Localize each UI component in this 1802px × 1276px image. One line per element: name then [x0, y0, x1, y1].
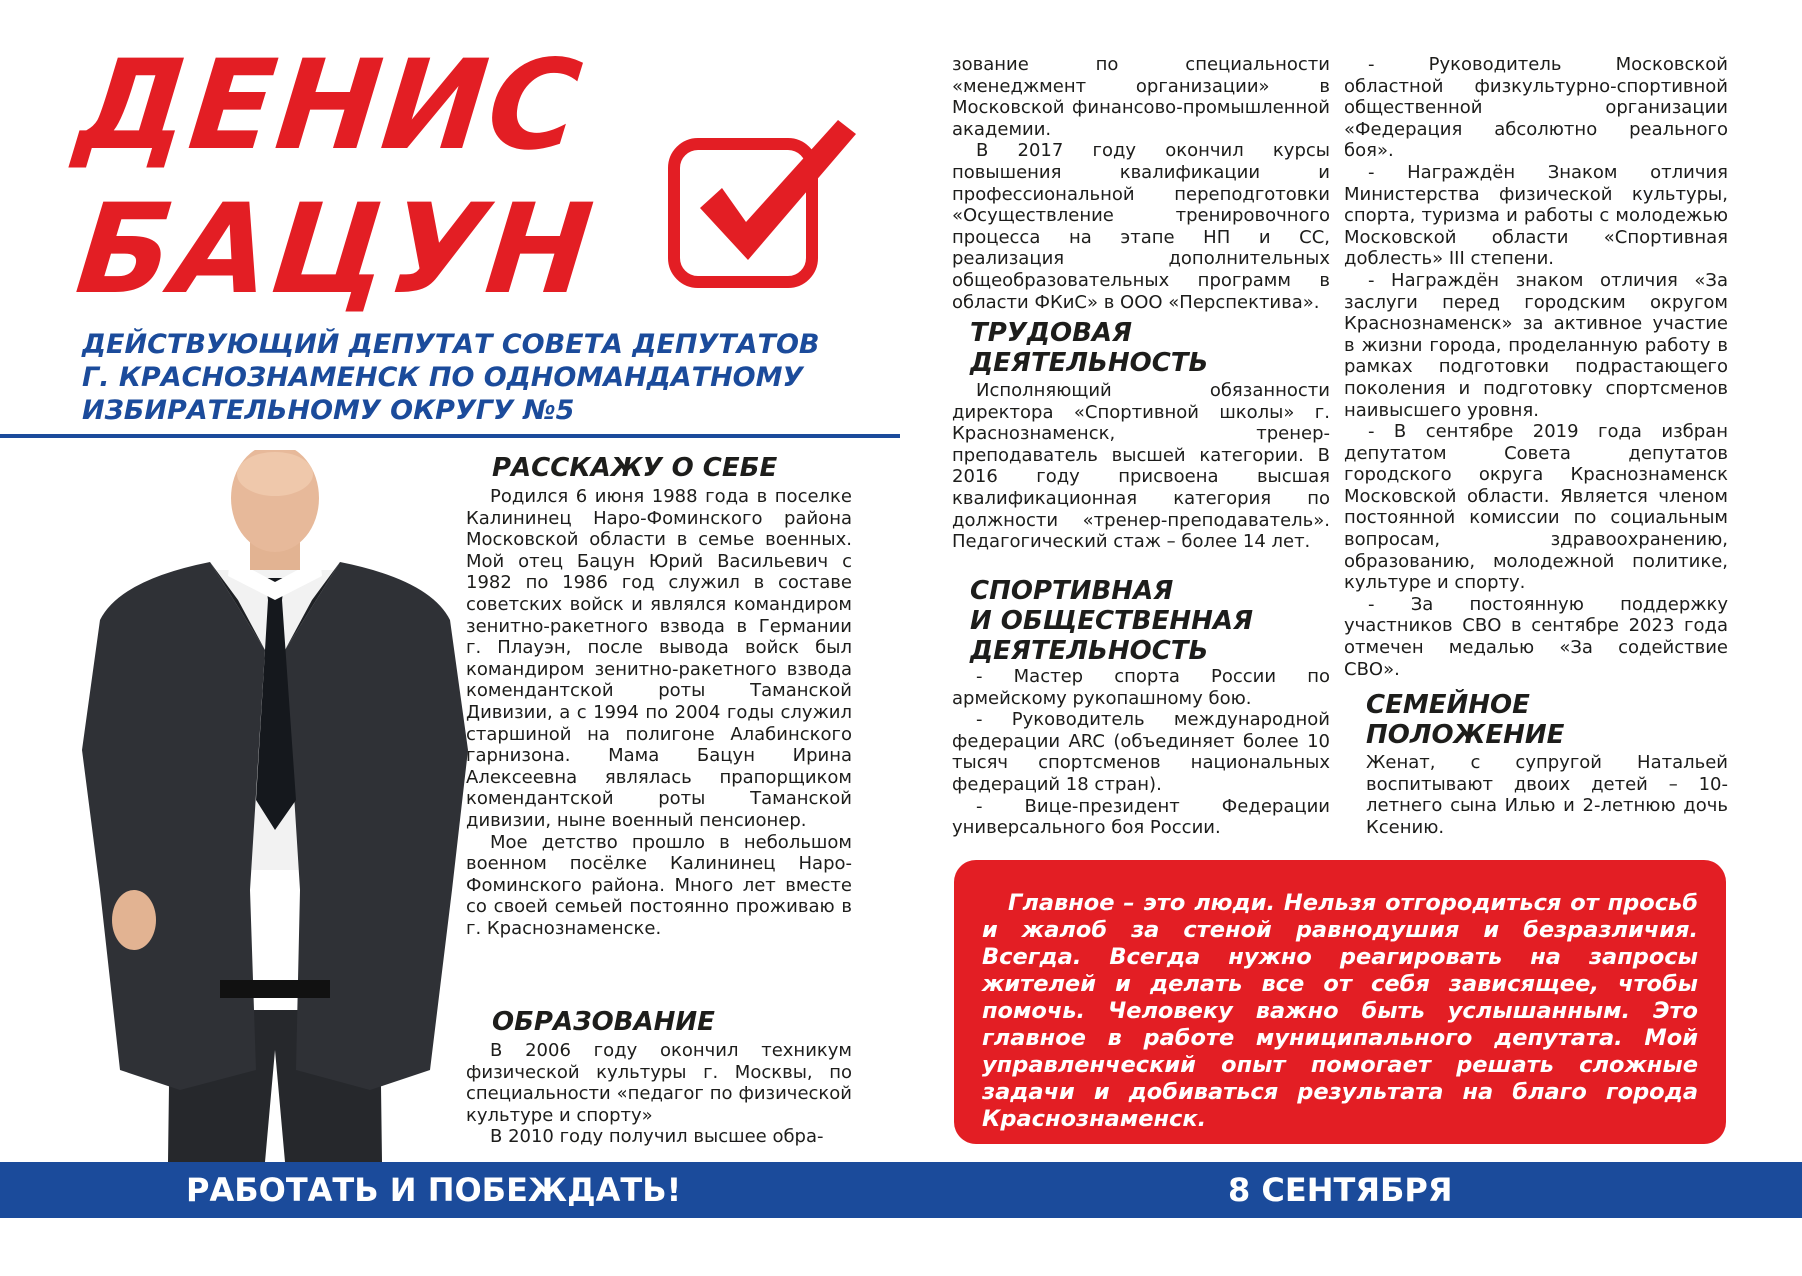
education-section-title: ОБРАЗОВАНИЕ — [492, 1007, 715, 1037]
paragraph: зование по специальности «менеджмент организации» в Московской финансово-промышленной академии. — [952, 54, 1330, 140]
sport-section-body — [952, 666, 1330, 839]
list-item: - Руководитель международной федерации ARC (объединяет более 10 тысяч спортсменов национальных федераций 18 стран). — [952, 709, 1330, 795]
paragraph: В 2017 году окончил курсы повышения квалификации и профессиональной переподготовки «Осуществление тренировочного процесса на этапе НП и СС, реализация дополнительных общеобразовательных программ в области ФКиС» в ООО «Перспектива». — [952, 140, 1330, 313]
title-line: И ОБЩЕСТВЕННАЯ — [970, 606, 1254, 636]
quote-box — [954, 860, 1726, 1144]
paragraph: Родился 6 июня 1988 года в поселке Калининец Наро-Фоминского района Московской области в семье военных. Мой отец Бацун Юрий Васильевич с 1982 по 1986 год служил в составе советских войск и являлся командиром зенитно-ракетного взвода в Германии г. Плауэн, после вывода войск был командиром зенитно-ракетного взвода комендантской роты Таманской Дивизии, а с 1994 по 2004 годы служил старшиной на полигоне Алабинского гарнизона. Мама Бацун Ирина Алексеевна являлась прапорщиком комендантской роты Таманской дивизии, ныне военный пенсионер. — [466, 486, 852, 831]
education-section-body — [466, 1040, 852, 1148]
paragraph: Исполняющий обязанности директора «Спортивной школы» г. Краснознаменск, тренер-преподаватель высшей категории. В 2016 году присвоена высшая квалификационная категория по должности «тренер-преподаватель». Педагогический стаж – более 14 лет. — [952, 380, 1330, 553]
title-line: ДЕЯТЕЛЬНОСТЬ — [970, 636, 1209, 666]
about-section-body — [466, 486, 852, 939]
list-item: - Награждён знаком отличия «За заслуги перед городским округом Краснознаменск» за активное участие в жизни города, проделанную работу в рамках подготовки подрастающего поколения и подготовку спортсменов наивысшего уровня. — [1344, 269, 1728, 421]
list-item: - За постоянную поддержку участников СВО в сентябре 2023 года отмечен медалью «За содействие СВО». — [1344, 593, 1728, 680]
sport-section-title — [970, 576, 1253, 666]
title-line: ТРУДОВАЯ — [970, 318, 1133, 348]
sport-section-continued — [1344, 54, 1728, 680]
work-section-body — [952, 380, 1330, 553]
family-section-title — [1366, 690, 1564, 750]
family-section-body — [1366, 752, 1728, 838]
paragraph: Мое детство прошло в небольшом военном посёлке Калининец Наро-Фоминского района. Много лет вместе со своей семьей постоянно проживаю в г. Краснознаменске. — [466, 831, 852, 939]
footer-bar — [0, 1162, 1802, 1218]
list-item: - В сентябре 2019 года избран депутатом Совета депутатов городского округа Краснознаменск Московской области. Является членом постоянной комиссии по социальным вопросам, здравоохранению, образованию, молодежной политике, культуре и спорту. — [1344, 421, 1728, 594]
title-line: ПОЛОЖЕНИЕ — [1366, 720, 1565, 750]
candidate-first-name: ДЕНИС — [70, 34, 590, 178]
title-line: СЕМЕЙНОЕ — [1366, 690, 1530, 720]
about-section-title: РАССКАЖУ О СЕБЕ — [492, 453, 778, 483]
subtitle-line: ДЕЙСТВУЮЩИЙ ДЕПУТАТ СОВЕТА ДЕПУТАТОВ — [82, 329, 820, 360]
list-item: - Мастер спорта России по армейскому рукопашному бою. — [952, 666, 1330, 709]
title-line: ДЕЯТЕЛЬНОСТЬ — [970, 348, 1209, 378]
work-section-title — [970, 318, 1208, 378]
subtitle-line: ИЗБИРАТЕЛЬНОМУ ОКРУГУ №5 — [82, 395, 575, 426]
election-date: 8 СЕНТЯБРЯ — [1228, 1171, 1453, 1209]
candidate-subtitle — [82, 328, 882, 427]
list-item: - Вице-президент Федерации универсального боя России. — [952, 795, 1330, 839]
paragraph: В 2006 году окончил техникум физической культуры г. Москвы, по специальности «педагог по физической культуре и спорту» — [466, 1040, 852, 1126]
education-section-continued — [952, 54, 1330, 313]
candidate-last-name: БАЦУН — [70, 178, 601, 322]
checkbox-check-icon — [660, 104, 860, 304]
quote-text: Главное – это люди. Нельзя отгородиться от просьб и жалоб за стеной равнодушия и безразличия. Всегда. Всегда нужно реагировать на запросы жителей и делать все от себя зависящее, чтобы помочь. Человеку важно быть услышанным. Это главное в работе муниципального депутата. Мой управленческий опыт помогает решать сложные задачи и добиваться результата на благо города Краснознаменск. — [982, 890, 1698, 1132]
campaign-slogan: РАБОТАТЬ И ПОБЕЖДАТЬ! — [186, 1171, 682, 1209]
list-item: - Награждён Знаком отличия Министерства физической культуры, спорта, туризма и работы с молодежью Московской области «Спортивная доблесть» III степени. — [1344, 161, 1728, 270]
subtitle-line: Г. КРАСНОЗНАМЕНСК ПО ОДНОМАНДАТНОМУ — [82, 362, 804, 393]
list-item: - Руководитель Московской областной физкультурно-спортивной общественной организации «Федерация абсолютно реального боя». — [1344, 54, 1728, 162]
title-line: СПОРТИВНАЯ — [970, 576, 1174, 606]
candidate-photo — [60, 450, 490, 1162]
paragraph: В 2010 году получил высшее обра- — [490, 1126, 824, 1148]
paragraph: Женат, с супругой Натальей воспитывают двоих детей – 10-летнего сына Илью и 2-летнюю дочь Ксению. — [1366, 752, 1728, 838]
header-divider — [0, 434, 900, 438]
